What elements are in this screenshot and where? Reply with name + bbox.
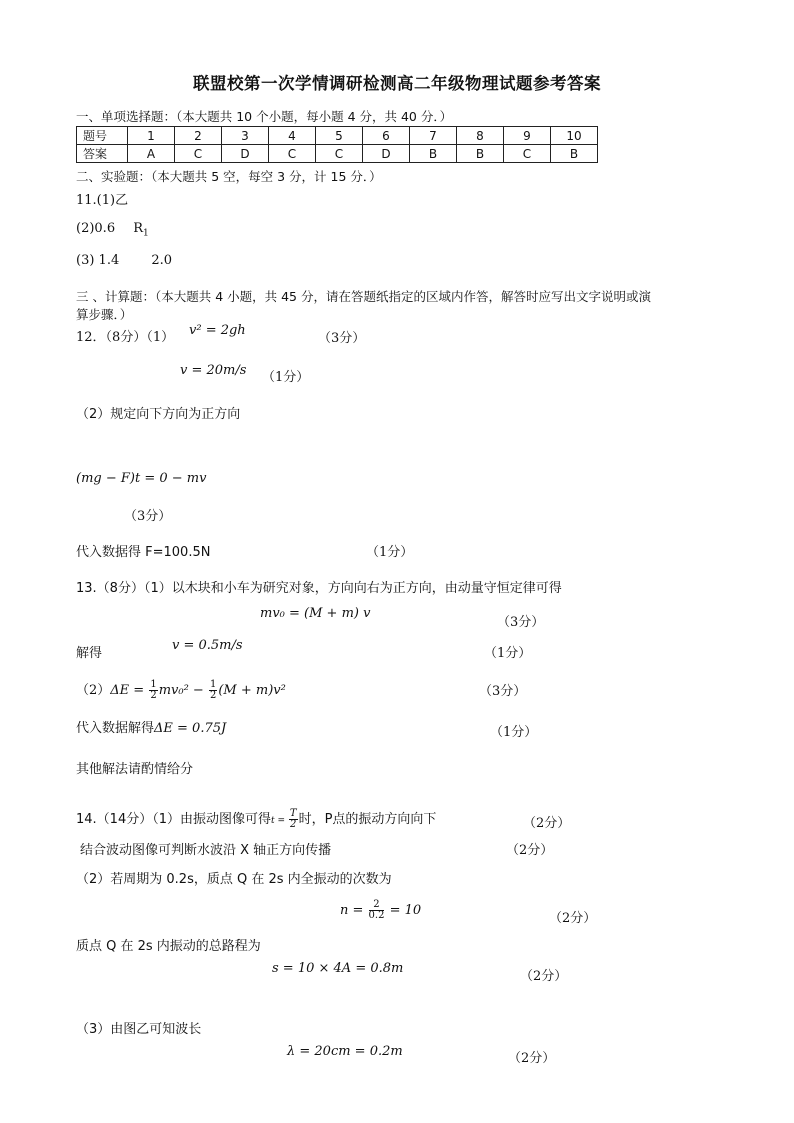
q14-line4: 质点 Q 在 2s 内振动的总路程为 <box>76 939 261 954</box>
q13-eq3-score: （3分） <box>479 684 527 699</box>
q12-prefix: 12．（8分）（1） <box>76 330 175 345</box>
table-cell: B <box>551 145 598 163</box>
table-cell: A <box>128 145 175 163</box>
page-title: 联盟校第一次学情调研检测高二年级物理试题参考答案 <box>193 74 601 93</box>
q11-part3-label: (3) 1.4 <box>76 253 120 268</box>
q11-part2-label: (2)0.6 <box>76 221 116 236</box>
table-cell: 4 <box>269 127 316 145</box>
table-cell: D <box>363 145 410 163</box>
q13-eq2: v = 0.5m/s <box>172 638 243 653</box>
resistor-symbol: R <box>133 221 144 236</box>
q13-result-score: （1分） <box>490 725 538 740</box>
q11-part3 <box>76 253 172 268</box>
q12-eq1-score: （3分） <box>318 331 366 346</box>
q13-other: 其他解法请酌情给分 <box>76 762 194 777</box>
q12-result: 代入数据得 F=100.5N <box>76 545 211 560</box>
q12-eq2: v = 20m/s <box>180 363 247 378</box>
q12-result-score: （1分） <box>366 545 414 560</box>
table-row-numbers <box>77 127 598 145</box>
q14-eq-lambda: λ = 20cm = 0.2m <box>287 1044 403 1059</box>
resistor-subscript: 1 <box>143 228 149 239</box>
table-cell: 10 <box>551 127 598 145</box>
q12-eq2-score: （1分） <box>262 370 310 385</box>
table-cell: 3 <box>222 127 269 145</box>
row-label: 答案 <box>77 145 128 163</box>
q13-eq3-rhs: (M + m)v² <box>218 683 286 698</box>
q14-eq-n <box>340 900 421 921</box>
section1-heading: 一、单项选择题：（本大题共 10 个小题，每小题 4 分，共 40 分．） <box>76 109 453 124</box>
q13-result-eq: ΔE = 0.75J <box>154 721 227 736</box>
q12-eq1: v² = 2gh <box>189 323 246 338</box>
q13-result-label: 代入数据解得 <box>76 721 155 736</box>
q14-eq-lambda-score: （2分） <box>508 1051 556 1066</box>
q14-line3: （2）若周期为 0.2s，质点 Q 在 2s 内全振动的次数为 <box>76 872 392 887</box>
table-cell: B <box>457 145 504 163</box>
table-cell: 7 <box>410 127 457 145</box>
q13-eq2-score: （1分） <box>484 646 532 661</box>
q13-solve-label: 解得 <box>76 646 103 661</box>
table-cell: 8 <box>457 127 504 145</box>
q14-eq-n-score: （2分） <box>549 911 597 926</box>
section2-heading: 二、实验题：（本大题共 5 空，每空 3 分，计 15 分．） <box>76 169 382 184</box>
table-cell: B <box>410 145 457 163</box>
row-label: 题号 <box>77 127 128 145</box>
table-cell: 1 <box>128 127 175 145</box>
q12-eq3: (mg − F)t = 0 − mv <box>76 471 207 486</box>
q14-line1-a: 14.（14分）（1）由振动图像可得 <box>76 812 271 827</box>
q14-line2: 结合波动图像可判断水波沿 X 轴正方向传播 <box>80 843 332 858</box>
q13-eq3 <box>76 679 286 701</box>
q11-part1: 11.(1)乙 <box>76 193 129 208</box>
table-cell: 6 <box>363 127 410 145</box>
q14-line5: （3）由图乙可知波长 <box>76 1022 202 1037</box>
fraction: $\frac{1}{2}$ <box>209 679 217 701</box>
answer-table <box>76 126 598 163</box>
table-cell: 9 <box>504 127 551 145</box>
q13-result <box>76 717 226 736</box>
table-cell: C <box>316 145 363 163</box>
table-cell: C <box>504 145 551 163</box>
q14-line2-score: （2分） <box>506 843 554 858</box>
table-cell: C <box>269 145 316 163</box>
q13-eq1-score: （3分） <box>497 615 545 630</box>
q14-eq-s: s = 10 × 4A = 0.8m <box>272 961 404 976</box>
section3-heading-line1: 三 、计算题：（本大题共 4 小题，共 45 分，请在答题纸指定的区域内作答，解答时应写出文字说明或演 <box>76 289 651 304</box>
q14-line1-score: （2分） <box>523 816 571 831</box>
table-cell: 5 <box>316 127 363 145</box>
fraction: $\frac{T}{2}$ <box>289 808 297 830</box>
section3-heading-line2: 算步骤．） <box>76 307 133 322</box>
table-cell: C <box>175 145 222 163</box>
q14-eq-s-score: （2分） <box>520 969 568 984</box>
fraction: $\frac{1}{2}$ <box>150 679 157 701</box>
q13-part2-label: （2） <box>76 683 111 698</box>
q14-t-lhs: t = <box>271 816 288 826</box>
table-cell: D <box>222 145 269 163</box>
table-row-answers <box>77 145 598 163</box>
q12-part2: （2）规定向下方向为正方向 <box>76 407 241 422</box>
q14-line1 <box>76 808 436 830</box>
q11-part3-value: 2.0 <box>151 253 173 268</box>
q13-eq3-mid: mv₀² − <box>158 683 208 698</box>
q13-eq1: mv₀ = (M + m) v <box>260 606 371 621</box>
q11-part2-value <box>133 221 149 239</box>
q13-eq3-lhs: ΔE = <box>110 683 149 698</box>
q14-eq-n-rhs: = 10 <box>385 903 422 918</box>
table-cell: 2 <box>175 127 222 145</box>
q11-part2 <box>76 221 149 239</box>
q14-eq-n-lhs: n = <box>340 903 368 918</box>
fraction: $\frac{2}{0.2}$ <box>368 899 385 921</box>
q13-line1: 13.（8分）（1）以木块和小车为研究对象，方向向右为正方向，由动量守恒定律可得 <box>76 581 562 596</box>
q14-line1-b: 时，P点的振动方向向下 <box>298 812 437 827</box>
q12-eq3-score: （3分） <box>124 509 172 524</box>
